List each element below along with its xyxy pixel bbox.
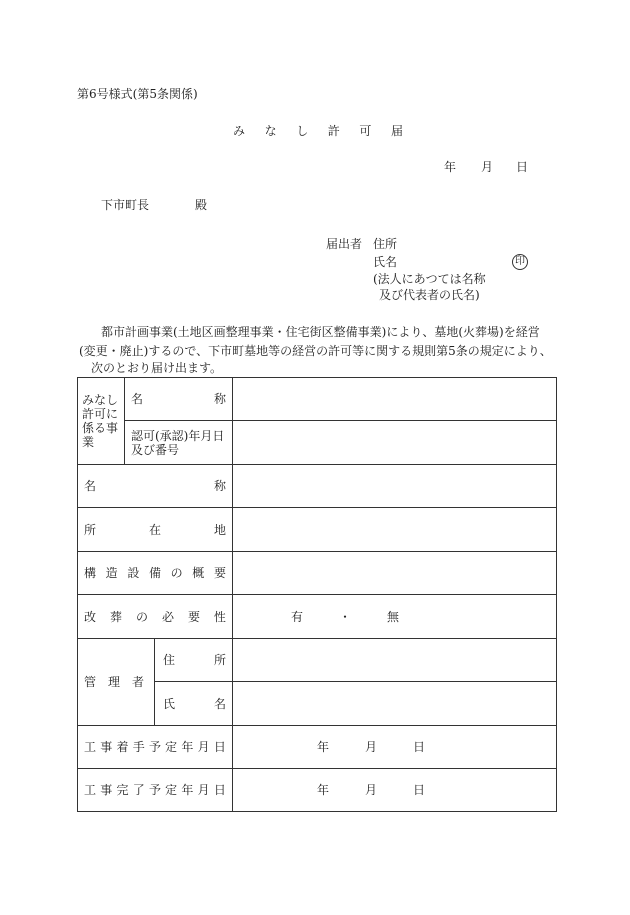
start-date-label-cell (78, 726, 233, 769)
label-char: 要 (187, 609, 200, 624)
applicant-note-line1: (法人にあつては名称 (373, 272, 486, 286)
reburial-label-cell (78, 595, 233, 639)
label-char: 完 (116, 783, 129, 797)
label-char: 住 (163, 653, 176, 667)
label-char: 設 (127, 566, 140, 580)
label-char: 改 (84, 609, 97, 624)
location-label-cell (78, 508, 233, 552)
project-name-label (131, 392, 226, 406)
label-char: 理 (107, 675, 120, 689)
project-name-value-cell[interactable] (233, 378, 557, 421)
title-char: し (296, 124, 309, 138)
project-header-line: 許可に (82, 407, 119, 421)
label-char: の (170, 566, 183, 580)
label-char: 在 (148, 522, 161, 537)
label-char: 了 (132, 783, 145, 797)
project-header-line: みなし (82, 393, 119, 407)
label-char: 着 (116, 740, 129, 754)
label-char: 予 (148, 740, 161, 754)
label-char: 備 (148, 566, 161, 580)
title-char: み (233, 124, 246, 138)
label-char: 必 (161, 609, 174, 624)
label-char: 日 (213, 740, 226, 754)
label-char: の (135, 609, 148, 624)
label-char: 要 (213, 566, 226, 580)
title-char: 届 (390, 124, 403, 138)
label-char: 月 (197, 783, 210, 797)
end-month-label: 月 (364, 783, 377, 797)
project-header-line: 業 (82, 435, 95, 449)
label-char: 定 (165, 783, 178, 797)
application-form-table (77, 377, 557, 812)
title-char: 許 (327, 124, 340, 138)
label-char: 者 (131, 675, 144, 689)
table-row (78, 639, 557, 682)
label-char: 概 (192, 566, 205, 580)
reburial-choice (291, 610, 399, 624)
manager-address-value-cell[interactable] (233, 639, 557, 682)
reburial-separator: ・ (338, 609, 351, 624)
reburial-value-cell[interactable] (233, 595, 557, 639)
table-row (78, 508, 557, 552)
label-char: 称 (213, 392, 226, 406)
start-date-fields (317, 740, 425, 754)
end-date-fields (317, 783, 425, 797)
project-name-label-cell (125, 378, 233, 421)
table-row (78, 769, 557, 812)
label-char: 名 (84, 479, 97, 493)
seal-mark-icon: 印 (512, 254, 528, 270)
reburial-no-option[interactable]: 無 (386, 609, 399, 624)
addressee-name: 下市町長 (101, 198, 150, 212)
label-char: 管 (84, 675, 97, 689)
table-row (78, 421, 557, 465)
date-day-label: 日 (516, 160, 529, 174)
title-char: な (264, 124, 277, 138)
project-approval-label-line2: 及び番号 (131, 442, 180, 457)
body-text-line3: 次のとおり届け出ます。 (91, 361, 223, 375)
table-row (78, 726, 557, 769)
project-approval-label-cell (125, 421, 233, 465)
structure-label-cell (78, 552, 233, 595)
location-value-cell[interactable] (233, 508, 557, 552)
label-char: 所 (84, 522, 97, 537)
start-date-label (84, 740, 226, 754)
label-char: 構 (84, 566, 97, 580)
label-char: 氏 (163, 696, 176, 711)
table-row (78, 552, 557, 595)
structure-label (84, 566, 226, 580)
facility-name-value-cell[interactable] (233, 465, 557, 508)
end-year-label: 年 (317, 783, 330, 797)
label-char: 日 (213, 783, 226, 797)
project-approval-label-line1: 認可(承認)年月日 (131, 428, 225, 443)
location-label (84, 523, 226, 537)
label-char: 工 (84, 783, 97, 797)
applicant-label: 届出者 (326, 237, 363, 251)
label-char: 性 (213, 609, 226, 624)
form-number: 第6号様式(第5条関係) (77, 87, 198, 101)
addressee-honorific: 殿 (195, 198, 208, 212)
date-month-label: 月 (481, 160, 494, 174)
manager-name-label (161, 697, 226, 711)
end-date-label-cell (78, 769, 233, 812)
start-day-label: 日 (412, 740, 425, 754)
project-header-cell (78, 378, 125, 465)
start-date-value-cell[interactable] (233, 726, 557, 769)
table-row (78, 378, 557, 421)
date-year-label: 年 (444, 160, 457, 174)
manager-name-value-cell[interactable] (233, 682, 557, 726)
applicant-name-label: 氏名 (373, 255, 398, 269)
start-month-label: 月 (364, 740, 377, 754)
applicant-address-label: 住所 (373, 237, 398, 251)
project-header-line: 係る事 (82, 421, 119, 435)
label-char: 葬 (109, 609, 122, 624)
end-date-value-cell[interactable] (233, 769, 557, 812)
facility-name-label-cell (78, 465, 233, 508)
start-year-label: 年 (317, 740, 330, 754)
label-char: 手 (132, 740, 145, 754)
manager-name-label-cell (155, 682, 233, 726)
manager-address-label (161, 653, 226, 667)
structure-value-cell[interactable] (233, 552, 557, 595)
end-date-label (84, 783, 226, 797)
table-row (78, 465, 557, 508)
label-char: 称 (213, 479, 226, 493)
label-char: 定 (165, 740, 178, 754)
label-char: 地 (213, 522, 226, 537)
label-char: 事 (100, 740, 113, 754)
label-char: 事 (100, 783, 113, 797)
end-day-label: 日 (412, 783, 425, 797)
label-char: 年 (181, 783, 194, 797)
manager-label-cell (78, 639, 155, 726)
label-char: 月 (197, 740, 210, 754)
label-char: 工 (84, 740, 97, 754)
body-text-line1: 都市計画事業(土地区画整理事業・住宅街区整備事業)により、墓地(火葬場)を経営 (101, 325, 540, 339)
label-char: 名 (213, 696, 226, 711)
manager-address-label-cell (155, 639, 233, 682)
table-row (78, 595, 557, 639)
label-char: 年 (181, 740, 194, 754)
project-approval-value-cell[interactable] (233, 421, 557, 465)
title-char: 可 (359, 124, 372, 138)
label-char: 所 (213, 653, 226, 667)
label-char: 予 (148, 783, 161, 797)
reburial-yes-option[interactable]: 有 (291, 609, 304, 624)
label-char: 名 (131, 392, 144, 406)
form-title (233, 124, 403, 138)
label-char: 造 (105, 566, 118, 580)
manager-label (84, 675, 148, 689)
applicant-note-line2: 及び代表者の氏名) (379, 288, 480, 302)
body-text-line2: (変更・廃止)するので、下市町墓地等の経営の許可等に関する規則第5条の規定により、 (79, 344, 552, 358)
reburial-label (84, 610, 226, 624)
facility-name-label (84, 479, 226, 493)
